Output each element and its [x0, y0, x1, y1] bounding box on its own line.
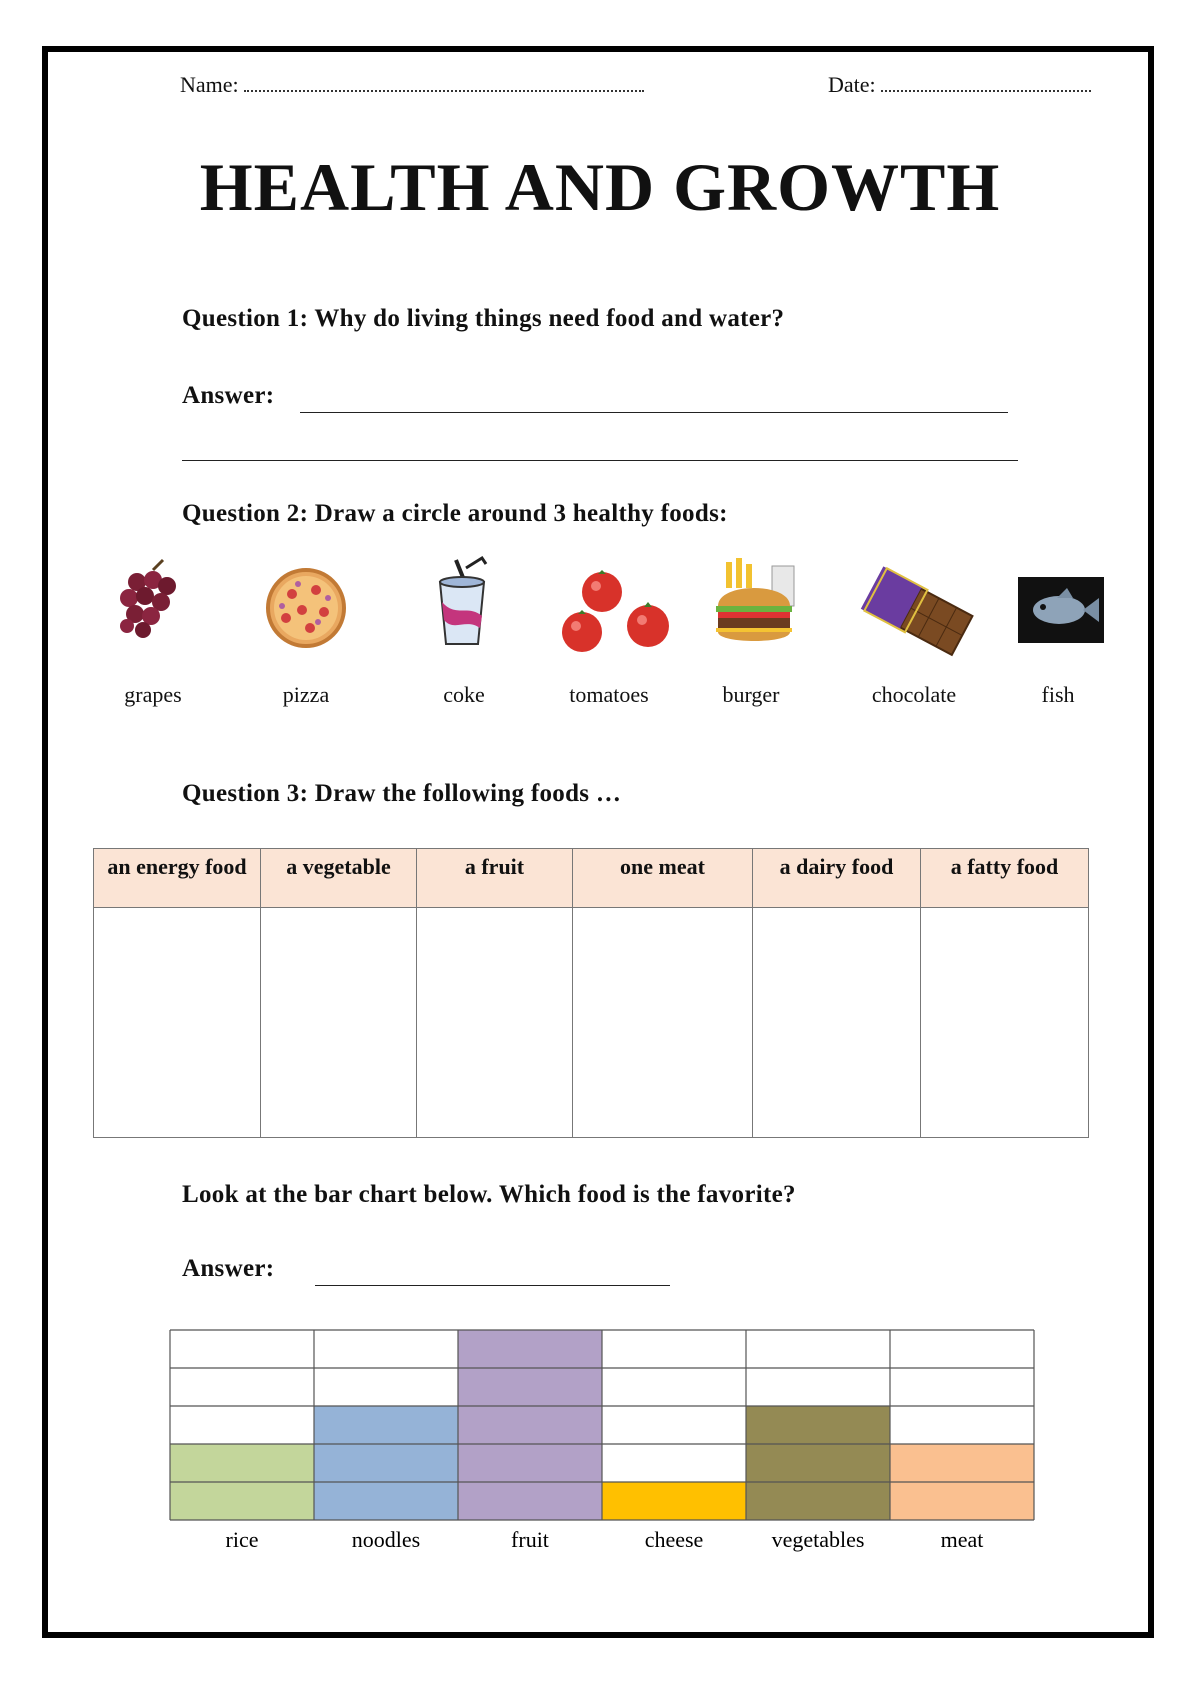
date-label: Date: [828, 72, 876, 97]
name-label: Name: [180, 72, 239, 97]
food-label-tomatoes: tomatoes [569, 682, 649, 707]
food-label-burger: burger [722, 682, 780, 707]
question-2: Question 2: Draw a circle around 3 healthy foods: [182, 500, 728, 527]
draw-cell-vegetable[interactable] [261, 908, 417, 1138]
question-1-answer-label: Answer: [182, 382, 275, 409]
question-1: Question 1: Why do living things need food and water? [182, 305, 785, 332]
table-header-dairy: a dairy food [753, 849, 921, 908]
fish-icon[interactable] [1018, 577, 1104, 643]
page-title: HEALTH AND GROWTH [199, 149, 1001, 225]
burger-icon[interactable] [716, 558, 794, 641]
category-label-rice: rice [225, 1527, 259, 1552]
table-header-meat: one meat [573, 849, 753, 908]
tomatoes-icon[interactable] [562, 570, 669, 652]
draw-cell-energy[interactable] [94, 908, 261, 1138]
category-label-meat: meat [940, 1527, 984, 1552]
bar-noodles [314, 1406, 458, 1520]
food-label-grapes: grapes [124, 682, 182, 707]
question-4-answer-line[interactable] [315, 1285, 670, 1286]
question-1-answer-line-2[interactable] [182, 460, 1018, 461]
category-label-vegetables: vegetables [771, 1527, 865, 1552]
draw-cell-meat[interactable] [573, 908, 753, 1138]
table-header-vegetable: a vegetable [261, 849, 417, 908]
date-dotted-line [881, 78, 1091, 92]
food-label-pizza: pizza [282, 682, 330, 707]
food-label-coke: coke [443, 682, 485, 707]
draw-foods-table [93, 848, 1089, 1138]
soda-cup-icon[interactable] [440, 558, 486, 644]
draw-cell-fatty[interactable] [921, 908, 1089, 1138]
question-4: Look at the bar chart below. Which food is the favorite? [182, 1181, 796, 1208]
table-header-energy: an energy food [94, 849, 261, 908]
bar-fruit [458, 1330, 602, 1520]
table-header-fatty: a fatty food [921, 849, 1089, 908]
date-field[interactable] [828, 72, 1091, 98]
bar-vegetables [746, 1406, 890, 1520]
question-1-answer-line-1[interactable] [300, 412, 1008, 413]
name-field[interactable] [180, 72, 644, 98]
chocolate-bar-icon[interactable] [861, 566, 974, 656]
pizza-icon[interactable] [268, 570, 344, 646]
favorite-food-bar-chart [0, 1320, 1200, 1560]
question-4-answer-label: Answer: [182, 1255, 275, 1282]
name-dotted-line [244, 78, 644, 92]
question-3: Question 3: Draw the following foods … [182, 780, 622, 807]
food-images [0, 550, 1200, 660]
category-label-fruit: fruit [511, 1527, 549, 1552]
food-label-chocolate: chocolate [871, 682, 957, 707]
table-header-fruit: a fruit [417, 849, 573, 908]
category-label-cheese: cheese [644, 1527, 704, 1552]
grapes-icon[interactable] [120, 560, 176, 638]
bar-cheese [602, 1482, 746, 1520]
draw-cell-fruit[interactable] [417, 908, 573, 1138]
category-label-noodles: noodles [351, 1527, 421, 1552]
food-label-fish: fish [1041, 682, 1075, 707]
draw-cell-dairy[interactable] [753, 908, 921, 1138]
